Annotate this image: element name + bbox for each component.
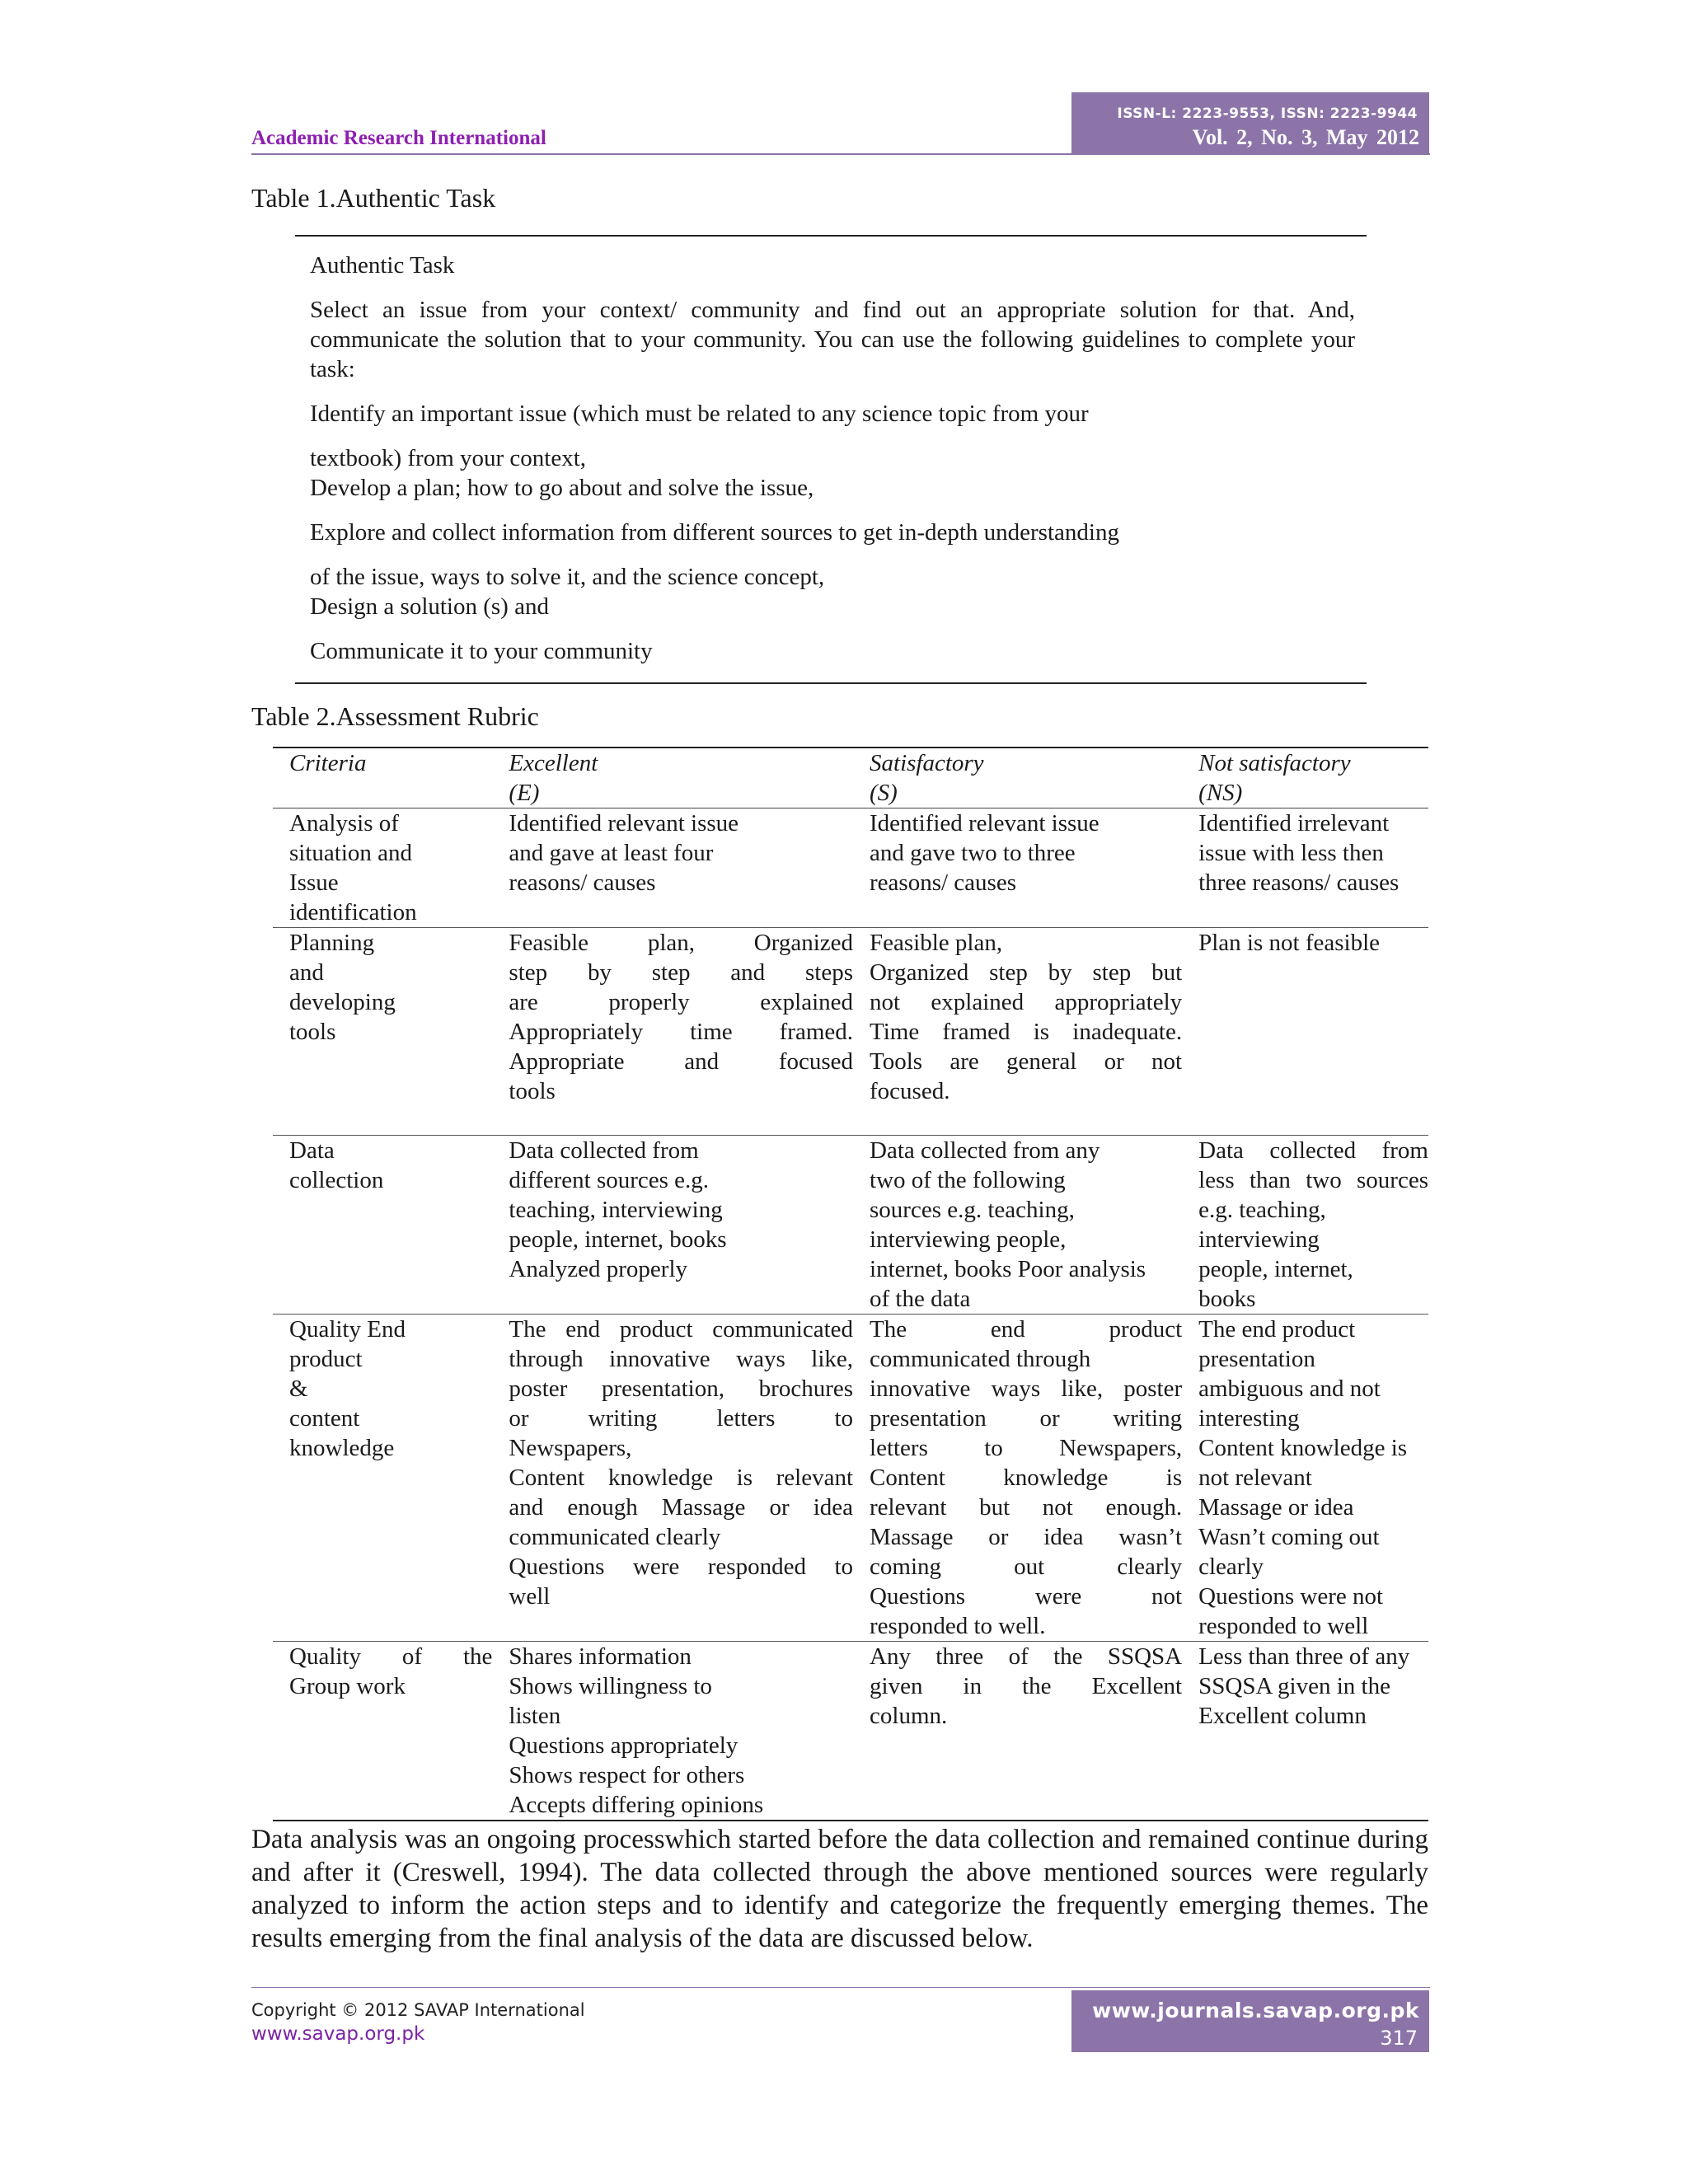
- not-satisfactory-cell: [1182, 808, 1428, 928]
- cell-text-line: poster presentation, brochures: [509, 1376, 854, 1402]
- cell-text-line: identification: [289, 899, 417, 926]
- cell-text-line: Content knowledge is: [1198, 1435, 1408, 1461]
- savap-site-link[interactable]: www.savap.org.pk: [251, 2023, 425, 2045]
- cell-text-line: Questions were responded to: [509, 1554, 854, 1580]
- excellent-cell: [492, 1136, 853, 1315]
- cell-text-line: internet, books Poor analysis: [870, 1256, 1146, 1282]
- cell-text-line: Planning: [289, 930, 375, 956]
- not-satisfactory-cell: [1182, 1136, 1428, 1315]
- cell-text-line: books: [1198, 1286, 1256, 1312]
- table1-heading: Authentic Task: [310, 252, 455, 279]
- cell-text-line: developing: [289, 989, 396, 1015]
- header-issue-box: [1071, 92, 1429, 154]
- cell-text-line: are properly explained: [509, 989, 854, 1015]
- cell-text-line: different sources e.g.: [509, 1167, 710, 1193]
- table1-bottom-rule: [295, 682, 1367, 684]
- assessment-rubric-table: [273, 747, 1428, 1821]
- criteria-cell: [273, 928, 492, 1136]
- table1-line: Communicate it to your community: [310, 638, 653, 664]
- cell-text-line: innovative ways like, poster: [870, 1376, 1183, 1402]
- cell-text-line: Data collected from: [509, 1137, 699, 1164]
- cell-text-line: and gave at least four: [509, 840, 714, 866]
- cell-text-line: Data collected from any: [870, 1137, 1100, 1164]
- table1-intro: Select an issue from your context/ community and find out an appropriate solution for that. And, communicate the solution that to your community. You can use the following guidelines to complete your task:: [310, 297, 1355, 382]
- cell-text-line: Any three of the SSQSA: [870, 1643, 1183, 1670]
- cell-text-line: Time framed is inadequate.: [870, 1019, 1183, 1045]
- satisfactory-cell: [853, 1136, 1182, 1315]
- cell-text-line: Shows respect for others: [509, 1762, 745, 1788]
- cell-text-line: people, internet, books: [509, 1226, 727, 1253]
- cell-text-line: Questions were not: [870, 1583, 1183, 1610]
- cell-text-line: situation and: [289, 840, 413, 866]
- table1-caption: Table 1.Authentic Task: [251, 183, 496, 213]
- header-rule: [251, 153, 1430, 155]
- satisfactory-cell: [853, 928, 1182, 1136]
- table2-caption: Table 2.Assessment Rubric: [251, 701, 539, 731]
- cell-text-line: collection: [289, 1167, 384, 1193]
- cell-text-line: interviewing people,: [870, 1226, 1067, 1253]
- cell-text-line: tools: [289, 1019, 336, 1045]
- table1-line: Develop a plan; how to go about and solve the issue,: [310, 475, 814, 501]
- cell-text-line: Questions were not: [1198, 1583, 1384, 1610]
- cell-text-line: The end product communicated: [509, 1316, 854, 1343]
- cell-text-line: letters to Newspapers,: [870, 1435, 1183, 1461]
- cell-text-line: interesting: [1198, 1405, 1300, 1432]
- cell-text-line: Content knowledge is relevant: [509, 1465, 854, 1491]
- cell-text-line: teaching, interviewing: [509, 1197, 723, 1223]
- cell-text-line: interviewing: [1198, 1226, 1320, 1253]
- table-row: [273, 928, 1428, 1136]
- cell-text-line: issue with less then: [1198, 840, 1384, 866]
- cell-text-line: content: [289, 1405, 360, 1432]
- not-satisfactory-cell: [1182, 1315, 1428, 1642]
- cell-text-line: three reasons/ causes: [1198, 869, 1400, 896]
- cell-text-line: well: [509, 1583, 551, 1610]
- header-not-satisfactory: Not satisfactory (NS): [1198, 750, 1351, 806]
- cell-text-line: given in the Excellent: [870, 1673, 1183, 1699]
- criteria-cell: [273, 1315, 492, 1642]
- cell-text-line: Analyzed properly: [509, 1256, 688, 1282]
- issn-text: ISSN-L: 2223-9553, ISSN: 2223-9944: [1117, 105, 1418, 122]
- cell-text-line: column.: [870, 1703, 948, 1729]
- cell-text-line: step by step and steps: [509, 959, 854, 986]
- table1-top-rule: [295, 235, 1367, 237]
- cell-text-line: Identified irrelevant: [1198, 810, 1390, 837]
- footer-rule: [251, 1987, 1430, 1988]
- header-criteria: Criteria: [289, 750, 367, 776]
- not-satisfactory-cell: [1182, 928, 1428, 1136]
- cell-text-line: Feasible plan,: [870, 930, 1003, 956]
- table-row: [273, 1642, 1428, 1821]
- cell-text-line: listen: [509, 1703, 561, 1729]
- cell-text-line: not relevant: [1198, 1465, 1312, 1491]
- footer-box: [1071, 1990, 1429, 2052]
- cell-text-line: responded to well: [1198, 1613, 1369, 1639]
- cell-text-line: sources e.g. teaching,: [870, 1197, 1075, 1223]
- cell-text-line: less than two sources: [1198, 1167, 1428, 1193]
- cell-text-line: Content knowledge is: [870, 1465, 1183, 1491]
- cell-text-line: Identified relevant issue: [509, 810, 739, 837]
- cell-text-line: presentation or writing: [870, 1405, 1183, 1432]
- cell-text-line: Issue: [289, 869, 339, 896]
- journals-url-link[interactable]: www.journals.savap.org.pk: [1092, 1999, 1419, 2022]
- cell-text-line: and: [289, 959, 324, 986]
- cell-text-line: SSQSA given in the: [1198, 1673, 1390, 1699]
- cell-text-line: or writing letters to: [509, 1405, 854, 1432]
- excellent-cell: [492, 928, 853, 1136]
- cell-text-line: Data collected from: [1198, 1137, 1428, 1164]
- cell-text-line: e.g. teaching,: [1198, 1197, 1326, 1223]
- cell-text-line: The end product: [870, 1316, 1183, 1343]
- cell-text-line: communicated through: [870, 1346, 1091, 1372]
- satisfactory-cell: [853, 808, 1182, 928]
- cell-text-line: and enough Massage or idea: [509, 1494, 854, 1521]
- cell-text-line: people, internet,: [1198, 1256, 1353, 1282]
- cell-text-line: Quality End: [289, 1316, 406, 1343]
- cell-text-line: Organized step by step but: [870, 959, 1183, 986]
- cell-text-line: Data: [289, 1137, 335, 1164]
- cell-text-line: focused.: [870, 1078, 950, 1104]
- cell-text-line: of the data: [870, 1286, 971, 1312]
- not-satisfactory-cell: [1182, 1642, 1428, 1821]
- cell-text-line: two of the following: [870, 1167, 1066, 1193]
- journal-title: Academic Research International: [251, 127, 546, 149]
- excellent-cell: [492, 808, 853, 928]
- excellent-cell: [492, 1315, 853, 1642]
- cell-text-line: Accepts differing opinions: [509, 1792, 764, 1818]
- cell-text-line: Appropriate and focused: [509, 1048, 854, 1075]
- cell-text-line: Massage or idea: [1198, 1494, 1354, 1521]
- cell-text-line: Quality of the: [289, 1643, 493, 1670]
- cell-text-line: not explained appropriately: [870, 989, 1183, 1015]
- volume-text: Vol. 2, No. 3, May 2012: [1192, 125, 1419, 149]
- cell-text-line: communicated clearly: [509, 1524, 721, 1550]
- copyright-text: Copyright © 2012 SAVAP International: [251, 2000, 585, 2020]
- satisfactory-cell: [853, 1315, 1182, 1642]
- cell-text-line: coming out clearly: [870, 1554, 1183, 1580]
- cell-text-line: reasons/ causes: [870, 869, 1016, 896]
- cell-text-line: Shows willingness to: [509, 1673, 712, 1699]
- table-row: [273, 1136, 1428, 1315]
- cell-text-line: Identified relevant issue: [870, 810, 1100, 837]
- table1-line: Identify an important issue (which must be related to any science topic from your: [310, 401, 1089, 427]
- cell-text-line: knowledge: [289, 1435, 395, 1461]
- cell-text-line: Shares information: [509, 1643, 692, 1670]
- table1-line: of the issue, ways to solve it, and the science concept,: [310, 564, 825, 590]
- cell-text-line: relevant but not enough.: [870, 1494, 1183, 1521]
- cell-text-line: through innovative ways like,: [509, 1346, 854, 1372]
- cell-text-line: Group work: [289, 1673, 406, 1699]
- cell-text-line: responded to well.: [870, 1613, 1046, 1639]
- table-row: [273, 1315, 1428, 1642]
- cell-text-line: &: [289, 1376, 308, 1402]
- cell-text-line: reasons/ causes: [509, 869, 656, 896]
- criteria-cell: [273, 1642, 492, 1821]
- satisfactory-cell: [853, 1642, 1182, 1821]
- cell-text-line: Appropriately time framed.: [509, 1019, 854, 1045]
- cell-text-line: tools: [509, 1078, 556, 1104]
- cell-text-line: Excellent column: [1198, 1703, 1367, 1729]
- cell-text-line: Less than three of any: [1198, 1643, 1410, 1670]
- cell-text-line: ambiguous and not: [1198, 1376, 1381, 1402]
- criteria-cell: [273, 1136, 492, 1315]
- table-header-row: [273, 748, 1428, 808]
- header-excellent: Excellent (E): [509, 750, 598, 806]
- table1-line: Design a solution (s) and: [310, 593, 549, 620]
- body-paragraph: Data analysis was an ongoing processwhich started before the data collection and remained continue during and after it (Creswell, 1994). The data collected through the above mentioned sources were regularly analyzed to inform the action steps and to identify and categorize the frequently emerging themes. The results emerging from the final analysis of the data are discussed below.: [251, 1825, 1428, 1953]
- table-row: [273, 808, 1428, 928]
- cell-text-line: clearly: [1198, 1554, 1264, 1580]
- cell-text-line: Questions appropriately: [509, 1732, 738, 1759]
- cell-text-line: product: [289, 1346, 363, 1372]
- cell-text-line: The end product: [1198, 1316, 1356, 1343]
- table1-line: textbook) from your context,: [310, 445, 587, 471]
- header-satisfactory: Satisfactory (S): [870, 750, 984, 806]
- cell-text-line: Newspapers,: [509, 1435, 632, 1461]
- cell-text-line: Tools are general or not: [870, 1048, 1183, 1075]
- cell-text-line: Massage or idea wasn’t: [870, 1524, 1183, 1550]
- cell-text-line: Plan is not feasible: [1198, 930, 1381, 956]
- cell-text-line: Feasible plan, Organized: [509, 930, 854, 956]
- criteria-cell: [273, 808, 492, 928]
- cell-text-line: and gave two to three: [870, 840, 1076, 866]
- table1-line: Explore and collect information from different sources to get in-depth understanding: [310, 519, 1119, 546]
- cell-text-line: Wasn’t coming out: [1198, 1524, 1380, 1550]
- excellent-cell: [492, 1642, 853, 1821]
- cell-text-line: Analysis of: [289, 810, 399, 837]
- page-number: 317: [1380, 2027, 1418, 2050]
- cell-text-line: presentation: [1198, 1346, 1315, 1372]
